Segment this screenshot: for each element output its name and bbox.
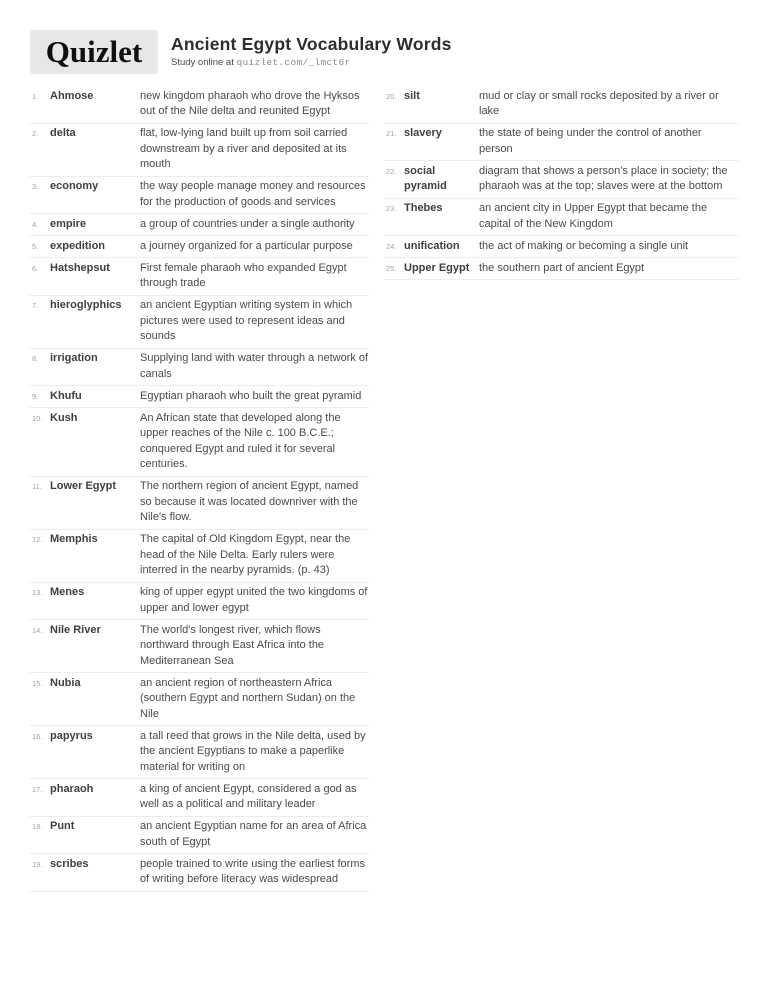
term-word: Thebes <box>404 202 443 214</box>
term-definition: a journey organized for a particular purpose <box>140 239 353 252</box>
term-definition: a king of ancient Egypt, considered a god as well as a political and military leader <box>140 782 357 810</box>
term-definition: a tall reed that grows in the Nile delta, used by the ancient Egyptians to make a paperlike material for writing on <box>140 729 366 773</box>
term-number: 23. <box>386 204 397 213</box>
term-number: 24. <box>386 241 397 251</box>
term-row <box>30 386 369 408</box>
term-definition: the state of being under the control of another person <box>479 127 702 155</box>
term-row <box>384 236 738 258</box>
term-number: 19. <box>32 859 43 869</box>
term-definition: people trained to write using the earliest forms of writing before literacy was widespread <box>140 857 366 885</box>
term-word: irrigation <box>50 352 98 364</box>
term-number: 11. <box>32 482 42 491</box>
term-definition: The northern region of ancient Egypt, named so because it was located downriver with the Nile's flow. <box>140 480 359 523</box>
term-number: 25. <box>386 263 397 273</box>
term-word: social pyramid <box>404 164 447 192</box>
term-definition: new kingdom pharaoh who drove the Hyksos out of the Nile delta and reunited Egypt <box>140 89 360 117</box>
term-row <box>384 86 738 124</box>
terms-column-left <box>30 86 369 892</box>
term-number: 14. <box>32 625 43 635</box>
term-row <box>30 477 369 530</box>
term-definition: an ancient region of northeastern Africa (southern Egypt and northern Sudan) on the Nile <box>140 676 356 720</box>
term-word: Ahmose <box>50 89 94 102</box>
term-word: Memphis <box>50 533 98 545</box>
term-row <box>30 258 369 296</box>
study-url-link[interactable]: quizlet.com/_lmct6r <box>236 57 351 69</box>
term-definition: First female pharaoh who expanded Egypt through trade <box>140 261 347 289</box>
subtitle-prefix: Study online at <box>171 57 237 69</box>
term-definition: the southern part of ancient Egypt <box>479 261 645 274</box>
term-definition: the way people manage money and resources for the production of goods and services <box>140 180 366 208</box>
term-row <box>30 86 369 124</box>
term-row <box>30 530 369 583</box>
term-number: 5. <box>32 241 39 251</box>
term-word: papyrus <box>50 729 93 742</box>
term-row <box>30 726 369 779</box>
term-word: Upper Egypt <box>404 261 470 274</box>
term-row <box>30 854 369 892</box>
term-row <box>30 349 369 387</box>
term-number: 9. <box>32 391 39 401</box>
term-number: 4. <box>32 219 39 229</box>
term-word: Lower Egypt <box>50 480 117 492</box>
term-word: delta <box>50 127 76 139</box>
term-row <box>384 124 738 162</box>
term-number: 2. <box>32 129 39 138</box>
term-row <box>30 583 369 621</box>
term-word: Hatshepsut <box>50 261 110 274</box>
term-word: expedition <box>50 239 106 252</box>
term-definition: king of upper egypt united the two kingdoms of upper and lower egypt <box>140 586 368 614</box>
term-row <box>384 161 738 199</box>
term-row <box>30 124 369 177</box>
term-definition: an ancient Egyptian name for an area of Africa south of Egypt <box>140 820 367 848</box>
term-definition: Supplying land with water through a network of canals <box>140 352 369 380</box>
term-row <box>30 779 369 817</box>
term-word: Menes <box>50 586 85 598</box>
term-definition: the act of making or becoming a single unit <box>479 239 689 252</box>
term-word: scribes <box>50 857 89 870</box>
term-number: 18. <box>32 822 43 831</box>
term-row <box>30 236 369 258</box>
term-number: 12. <box>32 535 43 544</box>
term-row <box>384 199 738 237</box>
term-row <box>30 673 369 726</box>
term-number: 6. <box>32 263 39 273</box>
term-word: pharaoh <box>50 782 94 795</box>
term-definition: Egyptian pharaoh who built the great pyramid <box>140 389 362 402</box>
page-title: Ancient Egypt Vocabulary Words <box>171 34 452 54</box>
term-row <box>30 296 369 349</box>
term-number: 8. <box>32 354 39 363</box>
terms-column-right <box>384 86 738 892</box>
term-word: Kush <box>50 411 78 424</box>
term-definition: an ancient city in Upper Egypt that became the capital of the New Kingdom <box>479 202 708 230</box>
term-row <box>30 214 369 236</box>
term-number: 10. <box>32 413 43 423</box>
term-row <box>30 408 369 477</box>
term-number: 21. <box>386 129 397 138</box>
term-number: 3. <box>32 182 39 191</box>
term-definition: mud or clay or small rocks deposited by a river or lake <box>479 89 719 117</box>
document-header <box>30 30 738 74</box>
term-definition: diagram that shows a person's place in society; the pharaoh was at the top; slaves were at the bottom <box>479 164 728 192</box>
term-row <box>30 620 369 673</box>
term-word: silt <box>404 89 420 102</box>
term-word: Nubia <box>50 676 81 689</box>
term-definition: a group of countries under a single authority <box>140 217 355 230</box>
term-word: hieroglyphics <box>50 299 122 311</box>
term-definition: The capital of Old Kingdom Egypt, near the head of the Nile Delta. Early rulers were interred in the nearby pyramids. (p. 43) <box>140 533 351 576</box>
term-word: slavery <box>404 127 442 139</box>
terms-list <box>30 86 738 892</box>
term-word: Punt <box>50 820 75 832</box>
term-number: 16. <box>32 731 43 741</box>
term-word: economy <box>50 180 99 192</box>
term-number: 20. <box>386 91 397 101</box>
header-text <box>171 30 452 68</box>
term-word: unification <box>404 239 460 252</box>
term-number: 13. <box>32 588 43 597</box>
subtitle <box>171 57 452 68</box>
term-row <box>30 817 369 855</box>
term-definition: An African state that developed along the upper reaches of the Nile c. 100 B.C.E.; conquered Egypt and ruled it for several centuries. <box>140 411 341 470</box>
term-definition: The world's longest river, which flows northward through East Africa into the Mediterranean Sea <box>140 623 325 667</box>
term-number: 7. <box>32 301 39 310</box>
term-number: 15. <box>32 678 43 688</box>
term-definition: an ancient Egyptian writing system in which pictures were used to represent ideas and sounds <box>140 299 353 342</box>
term-number: 17. <box>32 784 43 794</box>
quizlet-logo: Quizlet <box>30 30 158 74</box>
term-row <box>30 177 369 215</box>
term-number: 22. <box>386 166 397 176</box>
term-word: Khufu <box>50 389 82 402</box>
term-number: 1. <box>32 91 39 101</box>
term-word: empire <box>50 217 87 230</box>
term-row <box>384 258 738 280</box>
term-word: Nile River <box>50 623 101 636</box>
term-definition: flat, low-lying land built up from soil carried downstream by a river and deposited at its mouth <box>140 127 348 170</box>
